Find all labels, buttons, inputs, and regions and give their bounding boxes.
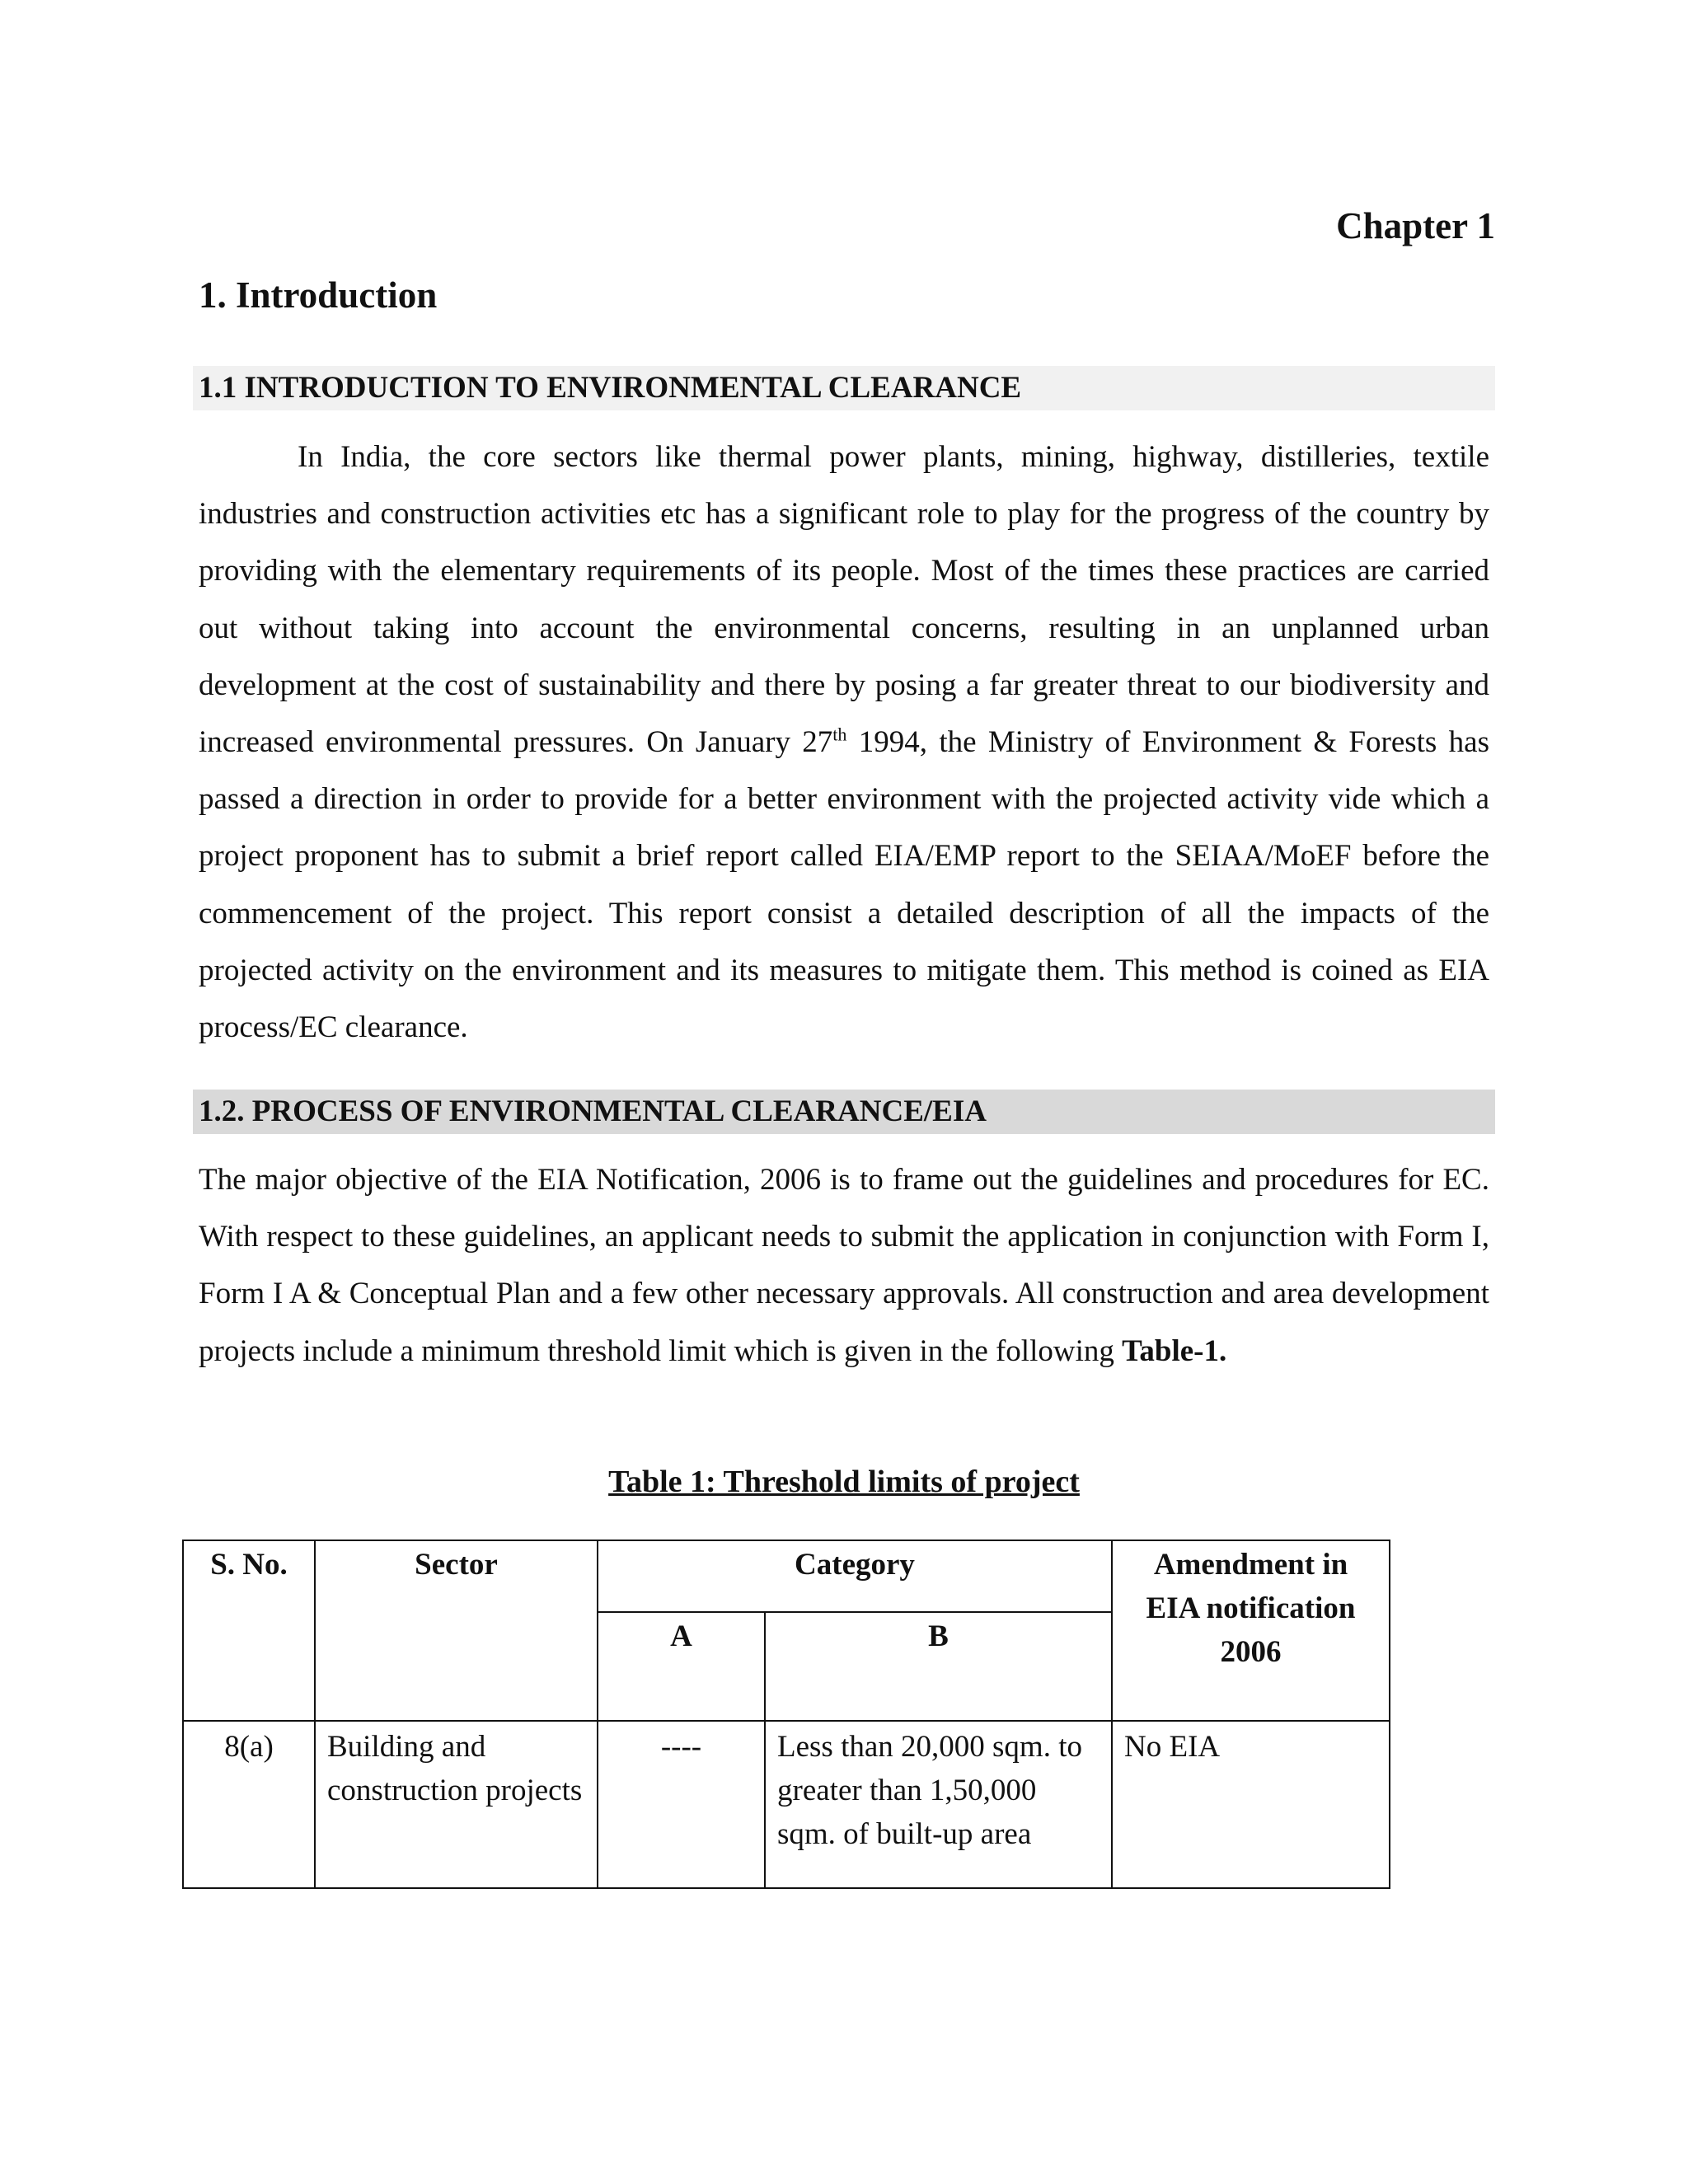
- chapter-label: Chapter 1: [1336, 205, 1495, 246]
- header-category: Category: [598, 1540, 1112, 1612]
- header-category-a: A: [598, 1612, 765, 1721]
- section-2-text: The major objective of the EIA Notification, 2006 is to frame out the guidelines and procedures for EC. With respect to these guidelines, an applicant needs to submit the application in conjunction with Form I, Form I A & Conceptual Plan and a few other necessary approvals. All construction and area development projects include a minimum threshold limit which is given in the following: [199, 1163, 1489, 1368]
- cell-sno: 8(a): [183, 1721, 315, 1888]
- threshold-table: [182, 1540, 1390, 1889]
- section-1-text-b: 1994, the Ministry of Environment & Forests has passed a direction in order to provide for a better environment with the projected activity vide which a project proponent has to submit a brief report called EIA/EMP report to the SEIAA/MoEF before the commencement of the project. This report consist a detailed description of all the impacts of the projected activity on the environment and its measures to mitigate them. This method is coined as EIA process/EC clearance.: [199, 725, 1489, 1045]
- cell-category-a: ----: [598, 1721, 765, 1888]
- header-amendment: Amendment in EIA notification 2006: [1112, 1540, 1390, 1721]
- section-2-paragraph: [199, 1151, 1489, 1380]
- section-1-heading: 1.1 INTRODUCTION TO ENVIRONMENTAL CLEARANCE: [193, 366, 1495, 410]
- cell-sector: Building and construction projects: [315, 1721, 598, 1888]
- table-row: [183, 1721, 1390, 1888]
- header-category-b: B: [765, 1612, 1112, 1721]
- intro-title: 1. Introduction: [199, 274, 438, 316]
- cell-amendment: No EIA: [1112, 1721, 1390, 1888]
- table-reference: Table-1.: [1122, 1333, 1227, 1368]
- header-sno: S. No.: [183, 1540, 315, 1721]
- table-caption: Table 1: Threshold limits of project: [608, 1465, 1080, 1499]
- ordinal-superscript: th: [832, 724, 847, 745]
- cell-category-b: Less than 20,000 sqm. to greater than 1,50,000 sqm. of built-up area: [765, 1721, 1112, 1888]
- header-sector: Sector: [315, 1540, 598, 1721]
- section-2-heading: 1.2. PROCESS OF ENVIRONMENTAL CLEARANCE/EIA: [193, 1090, 1495, 1134]
- section-1-paragraph: [199, 429, 1489, 1056]
- table-header-row: [183, 1540, 1390, 1612]
- section-1-text-a: In India, the core sectors like thermal power plants, mining, highway, distilleries, textile industries and construction activities etc has a significant role to play for the progress of the country by providing with the elementary requirements of its people. Most of the times these practices are carried out without taking into account the environmental concerns, resulting in an unplanned urban development at the cost of sustainability and there by posing a far greater threat to our biodiversity and increased environmental pressures. On January 27: [199, 440, 1489, 760]
